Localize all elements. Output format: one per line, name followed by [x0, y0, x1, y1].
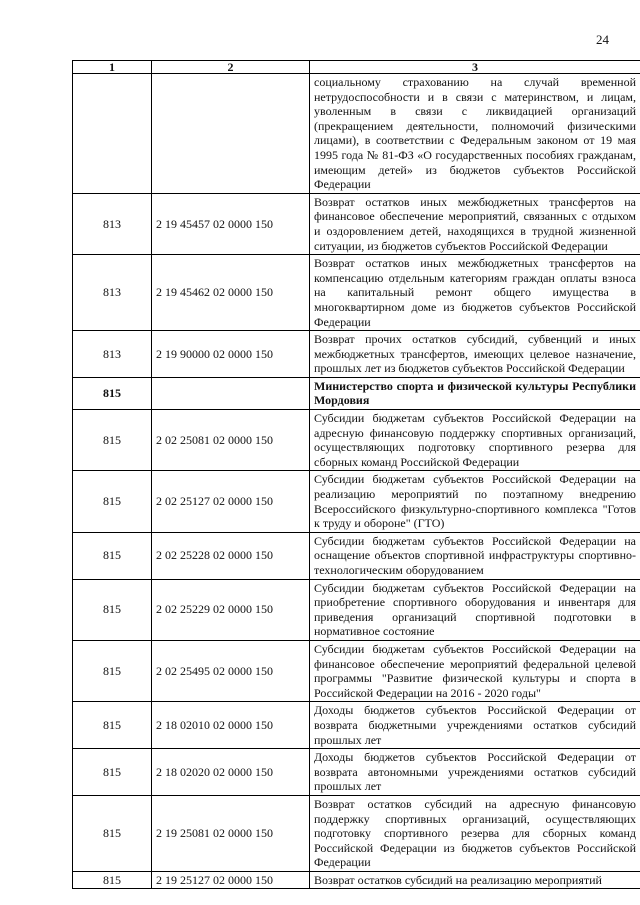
admin-code-cell: 815: [73, 871, 152, 889]
table-row: [73, 795, 640, 871]
table-body: [73, 74, 640, 889]
description-cell: Доходы бюджетов субъектов Российской Федерации от возврата бюджетными учреждениями остатков субсидий прошлых лет: [310, 702, 640, 749]
description-cell: Возврат остатков субсидий на адресную финансовую поддержку спортивных организаций, осуществляющих подготовку спортивного резерва для сборных команд Российской Федерации из бюджетов субъектов Российской Федерации: [310, 795, 640, 871]
budget-code-cell: [152, 377, 310, 409]
description-cell: Субсидии бюджетам субъектов Российской Федерации на адресную финансовую поддержку спортивных организаций, осуществляющих подготовку спортивного резерва для сборных команд Российской Федерации: [310, 410, 640, 471]
description-cell: Субсидии бюджетам субъектов Российской Федерации на финансовое обеспечение мероприятий федеральной целевой программы "Развитие физической культуры и спорта в Российской Федерации на 2016 - 2020 годы": [310, 640, 640, 701]
column-header-3: 3: [310, 61, 640, 74]
budget-codes-table: [72, 60, 640, 889]
description-cell: Возврат остатков иных межбюджетных трансфертов на компенсацию отдельным категориям граждан оплаты взноса на капитальный ремонт общего имущества в многоквартирном доме из бюджетов субъектов Российской Федерации: [310, 255, 640, 331]
budget-code-cell: 2 02 25127 02 0000 150: [152, 471, 310, 532]
budget-code-cell: 2 19 90000 02 0000 150: [152, 331, 310, 378]
description-cell: Министерство спорта и физической культуры Республики Мордовия: [310, 377, 640, 409]
admin-code-cell: 815: [73, 749, 152, 796]
budget-code-cell: 2 19 25127 02 0000 150: [152, 871, 310, 889]
budget-code-cell: 2 18 02010 02 0000 150: [152, 702, 310, 749]
table-header-row: [73, 61, 640, 74]
budget-code-cell: 2 19 25081 02 0000 150: [152, 795, 310, 871]
table-row: [73, 331, 640, 378]
admin-code-cell: 815: [73, 579, 152, 640]
admin-code-cell: 815: [73, 532, 152, 579]
table-row: [73, 74, 640, 194]
admin-code-cell: 815: [73, 640, 152, 701]
admin-code-cell: 815: [73, 471, 152, 532]
table-row: [73, 255, 640, 331]
admin-code-cell: 815: [73, 702, 152, 749]
budget-code-cell: 2 02 25495 02 0000 150: [152, 640, 310, 701]
table-row: [73, 532, 640, 579]
budget-code-cell: 2 02 25229 02 0000 150: [152, 579, 310, 640]
column-header-2: 2: [152, 61, 310, 74]
table-row: [73, 193, 640, 254]
table-row: [73, 702, 640, 749]
admin-code-cell: 815: [73, 377, 152, 409]
budget-code-cell: 2 19 45457 02 0000 150: [152, 193, 310, 254]
table-row: [73, 749, 640, 796]
table-row: [73, 410, 640, 471]
description-cell: Возврат остатков иных межбюджетных трансфертов на финансовое обеспечение мероприятий, связанных с отдыхом и оздоровлением детей, находящихся в трудной жизненной ситуации, из бюджетов субъектов Российской Федерации: [310, 193, 640, 254]
column-header-1: 1: [73, 61, 152, 74]
admin-code-cell: 813: [73, 255, 152, 331]
description-cell: Субсидии бюджетам субъектов Российской Федерации на реализацию мероприятий по поэтапному внедрению Всероссийского физкультурно-спортивного комплекса "Готов к труду и обороне" (ГТО): [310, 471, 640, 532]
budget-code-cell: 2 02 25228 02 0000 150: [152, 532, 310, 579]
description-cell: Доходы бюджетов субъектов Российской Федерации от возврата автономными учреждениями остатков субсидий прошлых лет: [310, 749, 640, 796]
budget-code-cell: [152, 74, 310, 194]
page-number: 24: [596, 32, 609, 47]
description-cell: Возврат прочих остатков субсидий, субвенций и иных межбюджетных трансфертов, имеющих целевое назначение, прошлых лет из бюджетов субъектов Российской Федерации: [310, 331, 640, 378]
table-row: [73, 871, 640, 889]
admin-code-cell: [73, 74, 152, 194]
table-row: [73, 579, 640, 640]
budget-code-cell: 2 18 02020 02 0000 150: [152, 749, 310, 796]
admin-code-cell: 813: [73, 193, 152, 254]
description-cell: Возврат остатков субсидий на реализацию мероприятий: [310, 871, 640, 889]
admin-code-cell: 813: [73, 331, 152, 378]
table-row: [73, 377, 640, 409]
admin-code-cell: 815: [73, 410, 152, 471]
description-cell: социальному страхованию на случай временной нетрудоспособности и в связи с материнством, и лицам, уволенным в связи с ликвидацией организаций (прекращением деятельности, полномочий физическими лицами), в соответствии с Федеральным законом от 19 мая 1995 года № 81-ФЗ «О государственных пособиях гражданам, имеющим детей» из бюджетов субъектов Российской Федерации: [310, 74, 640, 194]
admin-code-cell: 815: [73, 795, 152, 871]
budget-code-cell: 2 19 45462 02 0000 150: [152, 255, 310, 331]
table-row: [73, 640, 640, 701]
table-row: [73, 471, 640, 532]
description-cell: Субсидии бюджетам субъектов Российской Федерации на приобретение спортивного оборудования и инвентаря для приведения организаций спортивной подготовки в нормативное состояние: [310, 579, 640, 640]
budget-code-cell: 2 02 25081 02 0000 150: [152, 410, 310, 471]
description-cell: Субсидии бюджетам субъектов Российской Федерации на оснащение объектов спортивной инфраструктуры спортивно-технологическим оборудованием: [310, 532, 640, 579]
